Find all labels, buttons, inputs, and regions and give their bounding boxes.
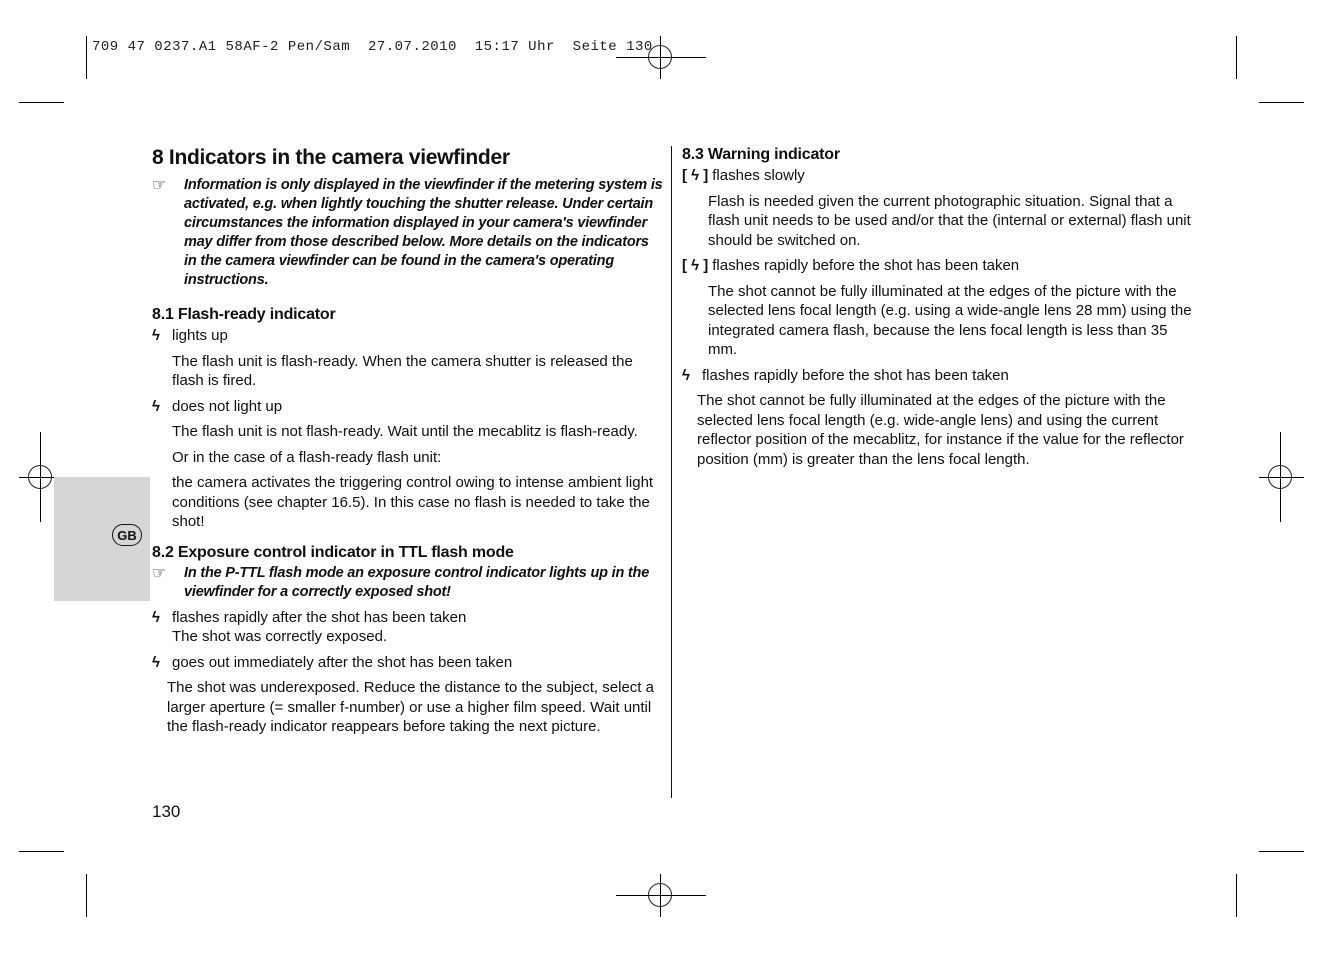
indicator-description: The shot was underexposed. Reduce the distance to the subject, select a larger aperture (= smaller f-number) or use a higher film speed. Wait until the flash-ready indicator reappears before taking the next picture. <box>167 679 654 735</box>
indicator-description: the camera activates the triggering control owing to intense ambient light conditions (see chapter 16.5). In this case no flash is needed to take the shot! <box>172 474 654 530</box>
section-heading-8-2: 8.2 Exposure control indicator in TTL flash mode <box>152 543 514 561</box>
indicator-label: goes out immediately after the shot has been taken <box>172 653 513 671</box>
indicator-label: flashes rapidly before the shot has been taken <box>712 257 1020 274</box>
indicator-description: Flash is needed given the current photographic situation. Signal that a flash unit needs to be used and/or that the (internal or external) flash unit should be switched on. <box>708 192 1191 249</box>
indicator-label: flashes slowly <box>712 167 805 184</box>
lightning-bolt-icon: ϟ <box>152 397 160 415</box>
bracketed-flash-icon: [ ϟ ] <box>682 167 709 184</box>
indicator-description: Or in the case of a flash-ready flash unit: <box>172 448 442 466</box>
indicator-item <box>152 326 664 346</box>
indicator-description: The flash unit is flash-ready. When the camera shutter is released the flash is fired. <box>172 352 633 389</box>
section-note <box>152 564 664 602</box>
crop-mark <box>86 36 87 79</box>
crop-mark <box>1259 851 1304 852</box>
lightning-bolt-icon: ϟ <box>152 653 160 671</box>
pointing-hand-icon: ☞ <box>152 177 167 194</box>
right-column <box>682 144 1192 469</box>
crop-mark <box>1236 36 1237 79</box>
crop-mark <box>19 851 64 852</box>
indicator-item <box>152 653 664 673</box>
section-heading-8-3: 8.3 Warning indicator <box>682 146 840 163</box>
crop-mark <box>1236 874 1237 917</box>
note-text: In the P-TTL flash mode an exposure control indicator lights up in the viewfinder for a correctly exposed shot! <box>184 564 650 600</box>
indicator-label: does not light up <box>172 397 283 415</box>
page-title: 8 Indicators in the camera viewfinder <box>152 146 510 169</box>
indicator-description: The shot was correctly exposed. <box>172 628 388 645</box>
lightning-bolt-icon: ϟ <box>152 327 160 344</box>
crop-mark <box>86 874 87 917</box>
left-column <box>152 144 664 737</box>
page-number: 130 <box>152 802 181 821</box>
indicator-label: flashes rapidly after the shot has been taken <box>172 608 467 626</box>
indicator-description: The shot cannot be fully illuminated at the edges of the picture with the selected lens focal length (e.g. wide-angle lens) and using the current reflector position of the mecablitz, for instance if the value for the reflector position (mm) is greater than the lens focal length. <box>697 392 1184 468</box>
indicator-item <box>682 166 1192 186</box>
bracketed-flash-icon: [ ϟ ] <box>682 257 709 274</box>
indicator-item <box>152 608 664 628</box>
pointing-hand-icon: ☞ <box>152 564 167 582</box>
indicator-description: The flash unit is not flash-ready. Wait until the mecablitz is flash-ready. <box>172 423 638 440</box>
lightning-bolt-icon: ϟ <box>682 366 690 384</box>
intro-note <box>152 176 664 290</box>
note-text: Information is only displayed in the viewfinder if the metering system is activated, e.g. when lightly touching the shutter release. Under certain circumstances the information displayed in your camera's viewfinder may differ from those described below. More details on the indicators in the camera viewfinder can be found in the camera's operating instructions. <box>184 177 663 288</box>
column-divider <box>671 146 672 798</box>
indicator-label: flashes rapidly before the shot has been taken <box>702 366 1009 384</box>
language-badge: GB <box>112 524 142 546</box>
indicator-item <box>682 256 1192 276</box>
section-heading-8-1: 8.1 Flash-ready indicator <box>152 306 336 323</box>
lightning-bolt-icon: ϟ <box>152 608 160 626</box>
indicator-item <box>152 397 664 417</box>
indicator-description: The shot cannot be fully illuminated at the edges of the picture with the selected lens focal length (e.g. using a wide-angle lens 28 mm) using the integrated camera flash, because the lens focal length is less than 35 mm. <box>708 282 1192 358</box>
print-header: 709 47 0237.A1 58AF-2 Pen/Sam 27.07.2010 15:17 Uhr Seite 130 <box>92 39 653 55</box>
indicator-label: lights up <box>172 327 228 344</box>
crop-mark <box>1259 102 1304 103</box>
indicator-item <box>682 366 1192 386</box>
crop-mark <box>19 102 64 103</box>
